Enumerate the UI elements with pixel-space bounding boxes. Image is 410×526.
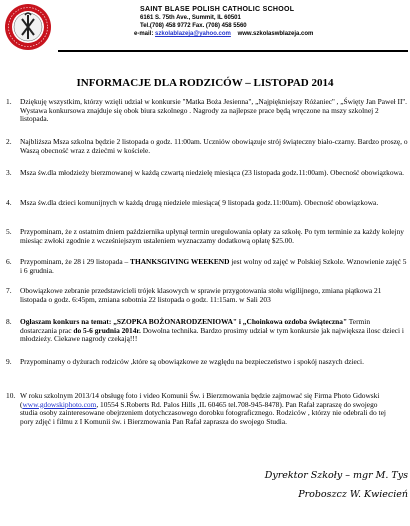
signatures xyxy=(240,470,408,500)
school-name: SAINT BLASE POLISH CATHOLIC SCHOOL xyxy=(140,6,295,13)
item-text: Msza św.dla młodzieży bierzmowanej w każdą czwartą niedzielę miesiąca (23 listopada godz.11:00am). Obecność obowiązkowa. xyxy=(20,168,405,177)
email-link[interactable]: szkolablazeja@yahoo.com xyxy=(155,31,231,37)
item-text: Ogłaszam konkurs na temat: „SZOPKA BOŻONARODZENIOWA" i „Choinkowa ozdoba świąteczna" Termin dostarczania prac do 5-6 grudnia 2014r. Dowolna technika. Bardzo prosimy udział w tym konkursie jak największa ilosc dzieci i młodzieży. Ciekawe nagrody czekają!!! xyxy=(20,317,404,344)
school-crest-logo xyxy=(3,2,53,52)
header-divider xyxy=(58,50,408,52)
school-address: 6161 S. 75th Ave., Summit, IL 60501 xyxy=(140,15,241,21)
pastor-signature: Proboszcz W. Kwiecień xyxy=(298,489,408,500)
contact-line xyxy=(134,31,408,37)
page-title: INFORMACJE DLA RODZICÓW – LISTOPAD 2014 xyxy=(76,77,334,89)
email-label: e-mail: xyxy=(134,31,154,37)
item-number: 5. xyxy=(6,227,12,236)
item-text: Przypominam, że z ostatnim dniem października upłynął termin uregulowania opłaty za szkołę. Po tym terminie za każdy kolejny miesiąc zwłoki zgodnie z wcześniejszym ustaleniem wyznaczamy dodatkową opłatę $25.00. xyxy=(20,227,404,245)
item-number: 8. xyxy=(6,317,12,326)
item-text: Obowiązkowe zebranie przedstawicieli trójek klasowych w sprawie przygotowania stołu wigilijnego, zmiana piątkowa 21 listopada o godz. 6:45pm, zmiana sobotnia 22 listopada o godz. 11:15am. w Sali 203 xyxy=(20,286,382,304)
item-text: Przypominam, że 28 i 29 listopada – THANKSGIVING WEEKEND jest wolny od zajęć w Polskiej Szkole. Wznowienie zajęć 5 i 6 grudnia. xyxy=(20,257,407,275)
item-text: Najbliższa Msza szkolna będzie 2 listopada o godz. 11:00am. Uczniów obowiązuje strój świąteczny biało-czarny. Bardzo proszę, o Waszą obecność wraz z dziećmi w kościele. xyxy=(20,137,408,155)
director-signature: Dyrektor Szkoły – mgr M. Tys xyxy=(264,470,408,481)
item-text: W roku szkolnym 2013/14 obsługę foto i video Komunii Św. i Bierzmowania będzie zajmować się Firma Photo Gdowski (www.gdowskiphoto.com, 10554 S.Roberts Rd. Palos Hills ,IL 60465 tel.708-945-8478). Pan Rafał zapraszę do swojego studia osoby zainteresowane obejrzeniem dotychczasowego dorobku fotograficznego. Rodziców , którzy nie odebrali do tej pory zdjęć i filmu z I Komunii św. i Bierzmowania Pan Rafał zaprasza do swojego Studia. xyxy=(20,391,386,426)
item-number: 9. xyxy=(6,357,12,366)
contest-label: Ogłaszam konkurs na temat: xyxy=(20,317,112,326)
item-text: Dziękuję wszystkim, którzy wzięli udział w konkursie "Matka Boża Jesienna", „Najpiękniejszy Różaniec'' , „Święty Jan Paweł II''. Wystawa konkursowa znajduje się obok biura szkolnego . Nagrody za najlepsze prace będą wręczone na mszy szkolnej 2 listopada. xyxy=(20,97,407,124)
contest-deadline: do 5-6 grudnia 2014r. xyxy=(73,325,141,335)
item-number: 1. xyxy=(6,97,12,106)
item-number: 3. xyxy=(6,168,12,177)
school-phone-fax: Tel.(708) 458 9772 Fax. (708) 458 5560 xyxy=(140,23,247,29)
item-number: 2. xyxy=(6,137,12,146)
contest-1: „SZOPKA BOŻONARODZENIOWA" xyxy=(113,317,238,326)
item-text: Msza św.dla dzieci komunijnych w każdą drugą niedziele miesiąca( 9 listopada godz.11:00am). Obecność obowiązkowa. xyxy=(20,198,379,207)
item-text: Przypominamy o dyżurach rodziców ,które są obowiązkowe ze względu na bezpieczeństwo i spokój naszych dzieci. xyxy=(20,357,364,366)
item-number: 4. xyxy=(6,198,12,207)
website-link[interactable]: www.szkolaswblazeja.com xyxy=(237,31,314,37)
contest-2: „Choinkowa ozdoba świąteczna" xyxy=(242,317,348,326)
item-number: 10. xyxy=(6,391,16,400)
letterhead xyxy=(0,0,410,54)
thanksgiving-highlight: THANKSGIVING WEEKEND xyxy=(130,257,230,266)
photographer-link[interactable]: www.gdowskiphoto.com xyxy=(22,399,97,409)
item-number: 6. xyxy=(6,257,12,266)
item-number: 7. xyxy=(6,286,12,295)
